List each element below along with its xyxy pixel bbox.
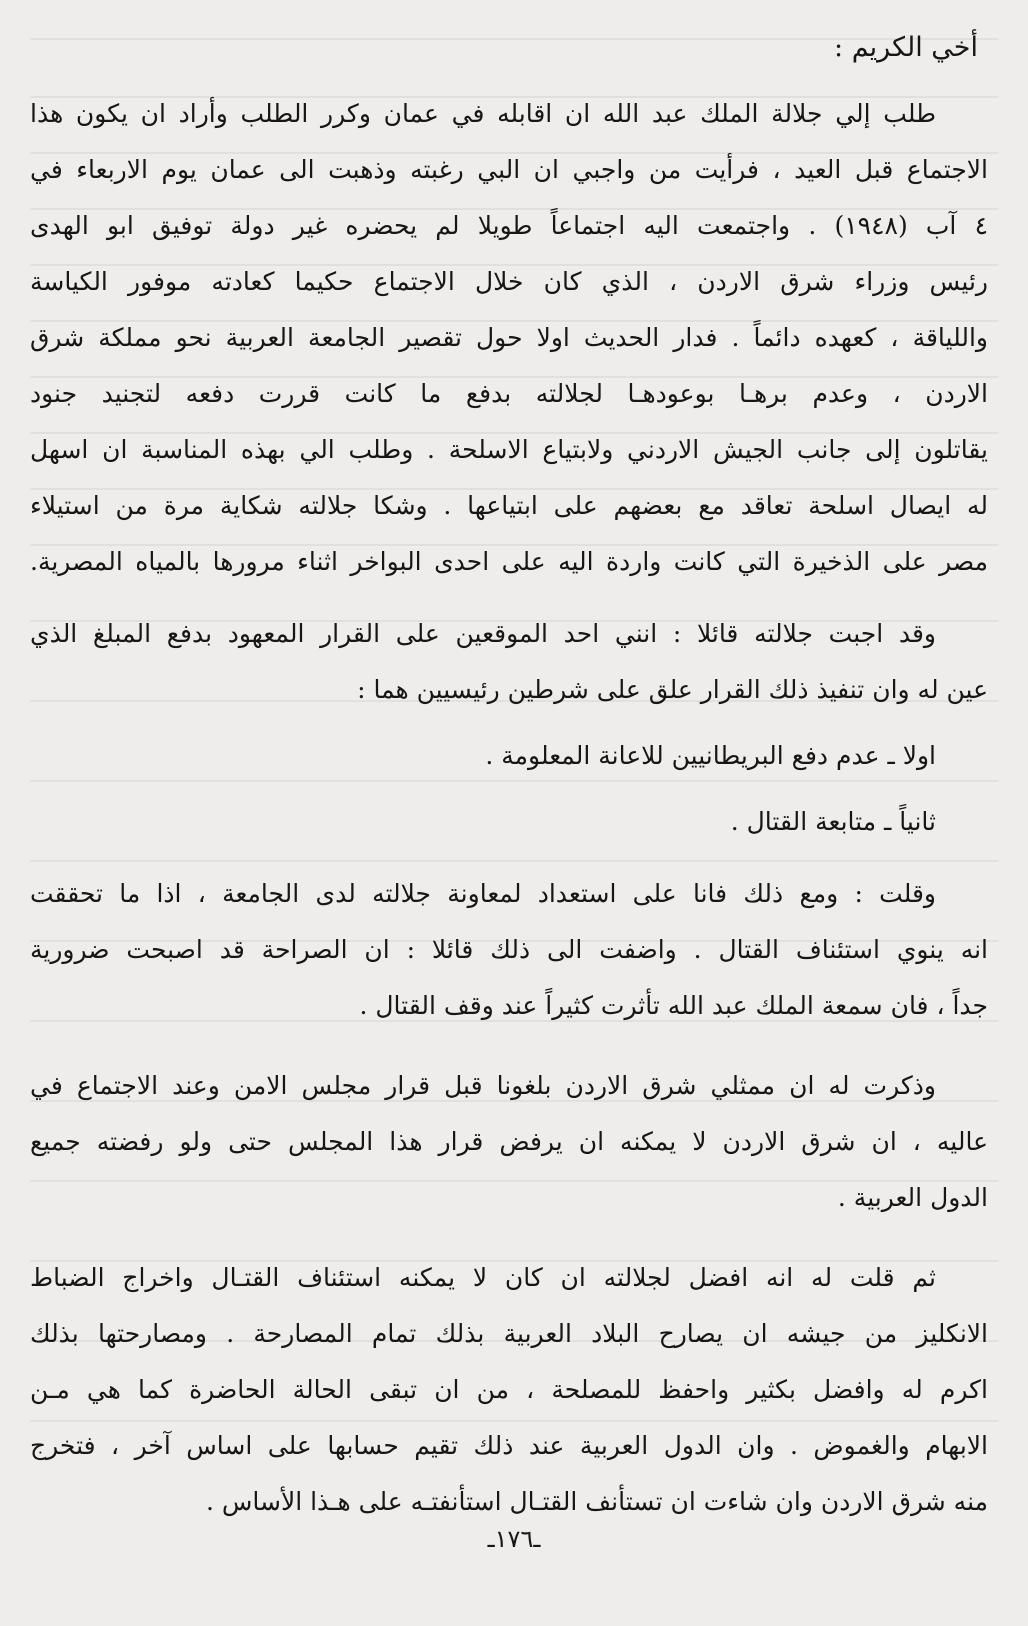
text-line: الانكليز من جيشه ان يصارح البلاد العربية بذلك تمام المصارحة . ومصارحتها بذلك xyxy=(30,1319,988,1348)
text-line: عين له وان تنفيذ ذلك القرار علق على شرطين رئيسيين هما : xyxy=(357,675,988,704)
paragraph xyxy=(30,606,988,718)
text-line: طلب إلي جلالة الملك عبد الله ان اقابله في عمان وكرر الطلب وأراد ان يكون هذا xyxy=(30,99,936,128)
text-line: جداً ، فان سمعة الملك عبد الله تأثرت كثيراً عند وقف القتال . xyxy=(359,991,988,1020)
text-line: الاردن ، وعدم برهـا بوعودهـا لجلالته بدفع ما كانت قررت دفعه لتجنيد جنود xyxy=(30,379,988,408)
text-line: وقد اجبت جلالته قائلا : انني احد الموقعين على القرار المعهود بدفع المبلغ الذي xyxy=(30,619,936,648)
text-line: مصر على الذخيرة التي كانت واردة اليه على احدى البواخر اثناء مرورها بالمياه المصرية. xyxy=(30,547,988,576)
text-line: اكرم له وافضل بكثير واحفظ للمصلحة ، من ان تبقى الحالة الحاضرة كما هي مـن xyxy=(30,1375,988,1404)
text-line: ثم قلت له انه افضل لجلالته ان كان لا يمكنه استئناف القتـال واخراج الضباط xyxy=(30,1263,936,1292)
page-number: ـ١٧٦ـ xyxy=(487,1525,541,1553)
text-line: له ايصال اسلحة تعاقد مع بعضهم على ابتياعها . وشكا جلالته شكاية مرة من استيلاء xyxy=(30,491,988,520)
conditions-list xyxy=(30,728,988,850)
paragraph xyxy=(30,1250,988,1530)
text-line: رئيس وزراء شرق الاردن ، الذي كان خلال الاجتماع حكيما كعادته موفور الكياسة xyxy=(30,267,988,296)
text-line: انه ينوي استئناف القتال . واضفت الى ذلك قائلا : ان الصراحة قد اصبحت ضرورية xyxy=(30,935,988,964)
text-line: وقلت : ومع ذلك فانا على استعداد لمعاونة جلالته لدى الجامعة ، اذا ما تحققت xyxy=(30,879,936,908)
text-line: عاليه ، ان شرق الاردن لا يمكنه ان يرفض قرار هذا المجلس حتى ولو رفضته جميع xyxy=(30,1127,988,1156)
paragraph xyxy=(30,866,988,1034)
text-line: وذكرت له ان ممثلي شرق الاردن بلغونا قبل قرار مجلس الامن وعند الاجتماع في xyxy=(30,1071,936,1100)
list-item: ثانياً ـ متابعة القتال . xyxy=(730,807,936,836)
text-line: منه شرق الاردن وان شاءت ان تستأنف القتـال استأنفتـه على هـذا الأساس . xyxy=(205,1487,988,1516)
text-line: الابهام والغموض . وان الدول العربية عند ذلك تقيم حسابها على اساس آخر ، فتخرج xyxy=(30,1431,988,1460)
text-line: الدول العربية . xyxy=(837,1183,988,1212)
paragraph xyxy=(30,86,988,590)
text-line: يقاتلون إلى جانب الجيش الاردني ولابتياع الاسلحة . وطلب الي بهذه المناسبة ان اسهل xyxy=(30,435,988,464)
greeting: أخي الكريم : xyxy=(834,32,978,63)
letter-body xyxy=(30,20,988,1530)
text-line: واللياقة ، كعهده دائماً . فدار الحديث اولا حول تقصير الجامعة العربية نحو مملكة شرق xyxy=(30,323,988,352)
text-line: الاجتماع قبل العيد ، فرأيت من واجبي ان البي رغبته وذهبت الى عمان يوم الاربعاء في xyxy=(30,155,988,184)
list-item: اولا ـ عدم دفع البريطانيين للاعانة المعلومة . xyxy=(485,741,936,770)
text-line: ٤ آب (١٩٤٨) . واجتمعت اليه اجتماعاً طويلا لم يحضره غير دولة توفيق ابو الهدى xyxy=(30,211,988,240)
paragraph xyxy=(30,1058,988,1226)
